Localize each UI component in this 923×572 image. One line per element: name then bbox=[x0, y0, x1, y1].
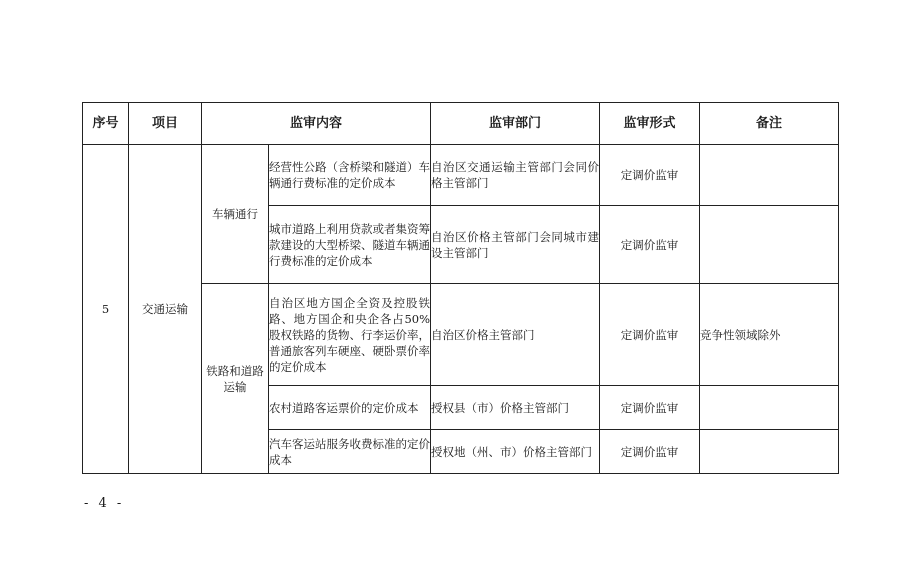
note-cell bbox=[700, 145, 839, 206]
form-cell: 定调价监审 bbox=[600, 430, 700, 474]
dept-cell: 授权地（州、市）价格主管部门 bbox=[431, 430, 600, 474]
note-cell: 竞争性领域除外 bbox=[700, 284, 839, 386]
row-number: 5 bbox=[83, 145, 129, 474]
note-cell bbox=[700, 386, 839, 430]
note-cell bbox=[700, 430, 839, 474]
header-no: 序号 bbox=[83, 103, 129, 145]
form-cell: 定调价监审 bbox=[600, 284, 700, 386]
form-cell: 定调价监审 bbox=[600, 206, 700, 284]
supervision-table bbox=[82, 102, 839, 474]
header-row bbox=[83, 103, 839, 145]
category-vehicle-passage: 车辆通行 bbox=[202, 145, 269, 284]
form-cell: 定调价监审 bbox=[600, 145, 700, 206]
form-cell: 定调价监审 bbox=[600, 386, 700, 430]
content-cell: 自治区地方国企全资及控股铁路、地方国企和央企各占50%股权铁路的货物、行李运价率，普通旅客列车硬座、硬卧票价率的定价成本 bbox=[269, 284, 431, 386]
content-cell: 经营性公路（含桥梁和隧道）车辆通行费标准的定价成本 bbox=[269, 145, 431, 206]
content-cell: 城市道路上利用贷款或者集资筹款建设的大型桥梁、隧道车辆通行费标准的定价成本 bbox=[269, 206, 431, 284]
header-form: 监审形式 bbox=[600, 103, 700, 145]
page-number: - 4 - bbox=[84, 496, 125, 511]
dept-cell: 自治区交通运输主管部门会同价格主管部门 bbox=[431, 145, 600, 206]
note-cell bbox=[700, 206, 839, 284]
category-rail-road-transport: 铁路和道路运输 bbox=[202, 284, 269, 474]
dept-cell: 自治区价格主管部门会同城市建设主管部门 bbox=[431, 206, 600, 284]
content-cell: 农村道路客运票价的定价成本 bbox=[269, 386, 431, 430]
header-note: 备注 bbox=[700, 103, 839, 145]
header-project: 项目 bbox=[129, 103, 202, 145]
header-dept: 监审部门 bbox=[431, 103, 600, 145]
dept-cell: 自治区价格主管部门 bbox=[431, 284, 600, 386]
header-content: 监审内容 bbox=[202, 103, 431, 145]
table-row bbox=[83, 145, 839, 206]
content-cell: 汽车客运站服务收费标准的定价成本 bbox=[269, 430, 431, 474]
project-name: 交通运输 bbox=[129, 145, 202, 474]
dept-cell: 授权县（市）价格主管部门 bbox=[431, 386, 600, 430]
